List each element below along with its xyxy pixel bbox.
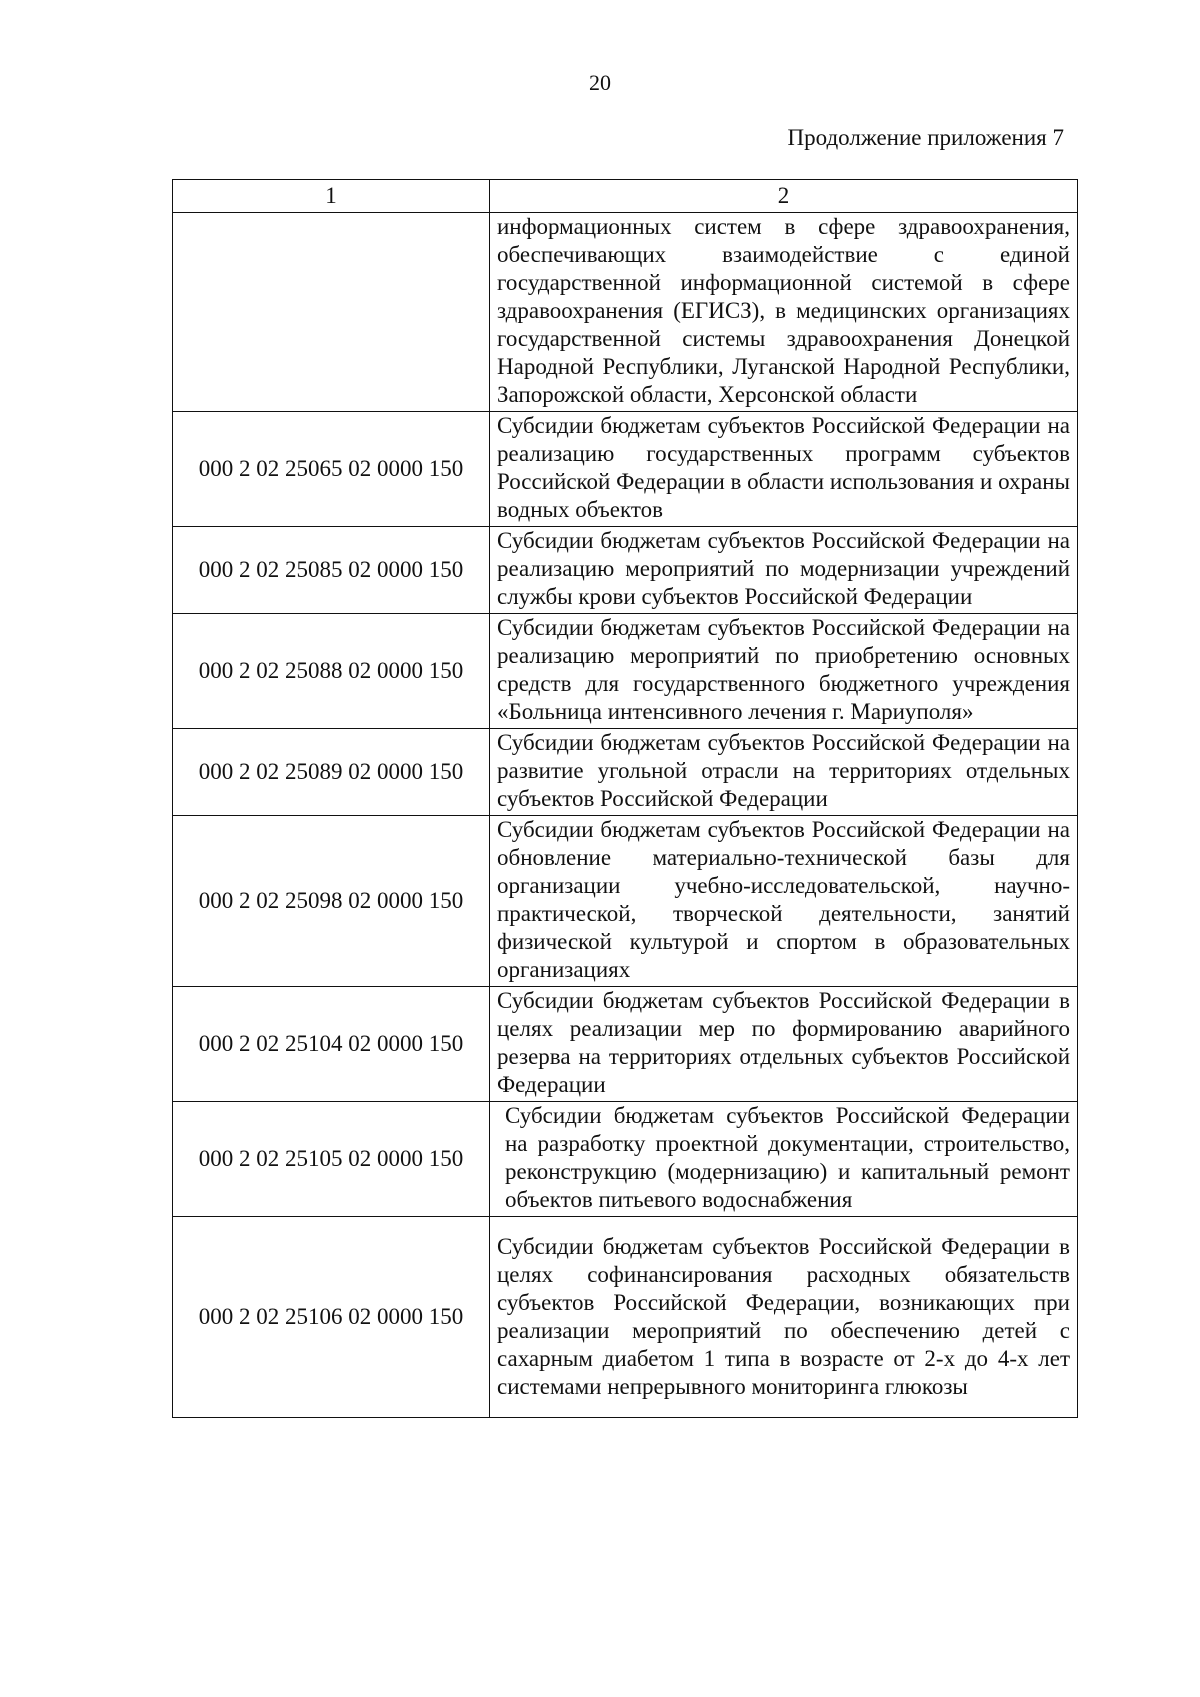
- row-code: 000 2 02 25065 02 0000 150: [173, 412, 490, 527]
- row-code: 000 2 02 25098 02 0000 150: [173, 816, 490, 987]
- row-description: Субсидии бюджетам субъектов Российской Федерации на реализацию мероприятий по модернизации учреждений службы крови субъектов Российской Федерации: [490, 527, 1078, 614]
- table-row: [173, 729, 1078, 816]
- row-description: Субсидии бюджетам субъектов Российской Федерации в целях софинансирования расходных обязательств субъектов Российской Федерации, возникающих при реализации мероприятий по обеспечению детей с сахарным диабетом 1 типа в возрасте от 2-х до 4-х лет системами непрерывного мониторинга глюкозы: [490, 1217, 1078, 1418]
- table-row: [173, 412, 1078, 527]
- row-description: Субсидии бюджетам субъектов Российской Федерации в целях реализации мер по формированию аварийного резерва на территориях отдельных субъектов Российской Федерации: [490, 987, 1078, 1102]
- row-description: Субсидии бюджетам субъектов Российской Федерации на разработку проектной документации, строительство, реконструкцию (модернизацию) и капитальный ремонт объектов питьевого водоснабжения: [490, 1102, 1078, 1217]
- row-description: Субсидии бюджетам субъектов Российской Федерации на реализацию государственных программ субъектов Российской Федерации в области использования и охраны водных объектов: [490, 412, 1078, 527]
- row-code: 000 2 02 25088 02 0000 150: [173, 614, 490, 729]
- header-col-2: 2: [490, 180, 1078, 213]
- row-code: 000 2 02 25104 02 0000 150: [173, 987, 490, 1102]
- table-row: [173, 987, 1078, 1102]
- row-code: 000 2 02 25085 02 0000 150: [173, 527, 490, 614]
- table-row: [173, 1102, 1078, 1217]
- table-row: [173, 213, 1078, 412]
- continuation-label: Продолжение приложения 7: [787, 125, 1064, 150]
- table-row: [173, 1217, 1078, 1418]
- row-description: Субсидии бюджетам субъектов Российской Федерации на развитие угольной отрасли на территориях отдельных субъектов Российской Федерации: [490, 729, 1078, 816]
- row-description: Субсидии бюджетам субъектов Российской Федерации на реализацию мероприятий по приобретению основных средств для государственного бюджетного учреждения «Больница интенсивного лечения г. Мариуполя»: [490, 614, 1078, 729]
- table-row: [173, 816, 1078, 987]
- row-description: Субсидии бюджетам субъектов Российской Федерации на обновление материально-технической базы для организации учебно-исследовательской, научно-практической, творческой деятельности, занятий физической культурой и спортом в образовательных организациях: [490, 816, 1078, 987]
- row-code: 000 2 02 25105 02 0000 150: [173, 1102, 490, 1217]
- table-row: [173, 614, 1078, 729]
- header-col-1: 1: [173, 180, 490, 213]
- table-row: [173, 527, 1078, 614]
- row-description: информационных систем в сфере здравоохранения, обеспечивающих взаимодействие с единой государственной информационной системой в сфере здравоохранения (ЕГИСЗ), в медицинских организациях государственной системы здравоохранения Донецкой Народной Республики, Луганской Народной Республики, Запорожской области, Херсонской области: [490, 213, 1078, 412]
- row-code: [173, 213, 490, 412]
- budget-codes-table: [172, 179, 1078, 1418]
- page-number: 20: [589, 70, 611, 95]
- row-code: 000 2 02 25089 02 0000 150: [173, 729, 490, 816]
- table-header-row: [173, 180, 1078, 213]
- row-code: 000 2 02 25106 02 0000 150: [173, 1217, 490, 1418]
